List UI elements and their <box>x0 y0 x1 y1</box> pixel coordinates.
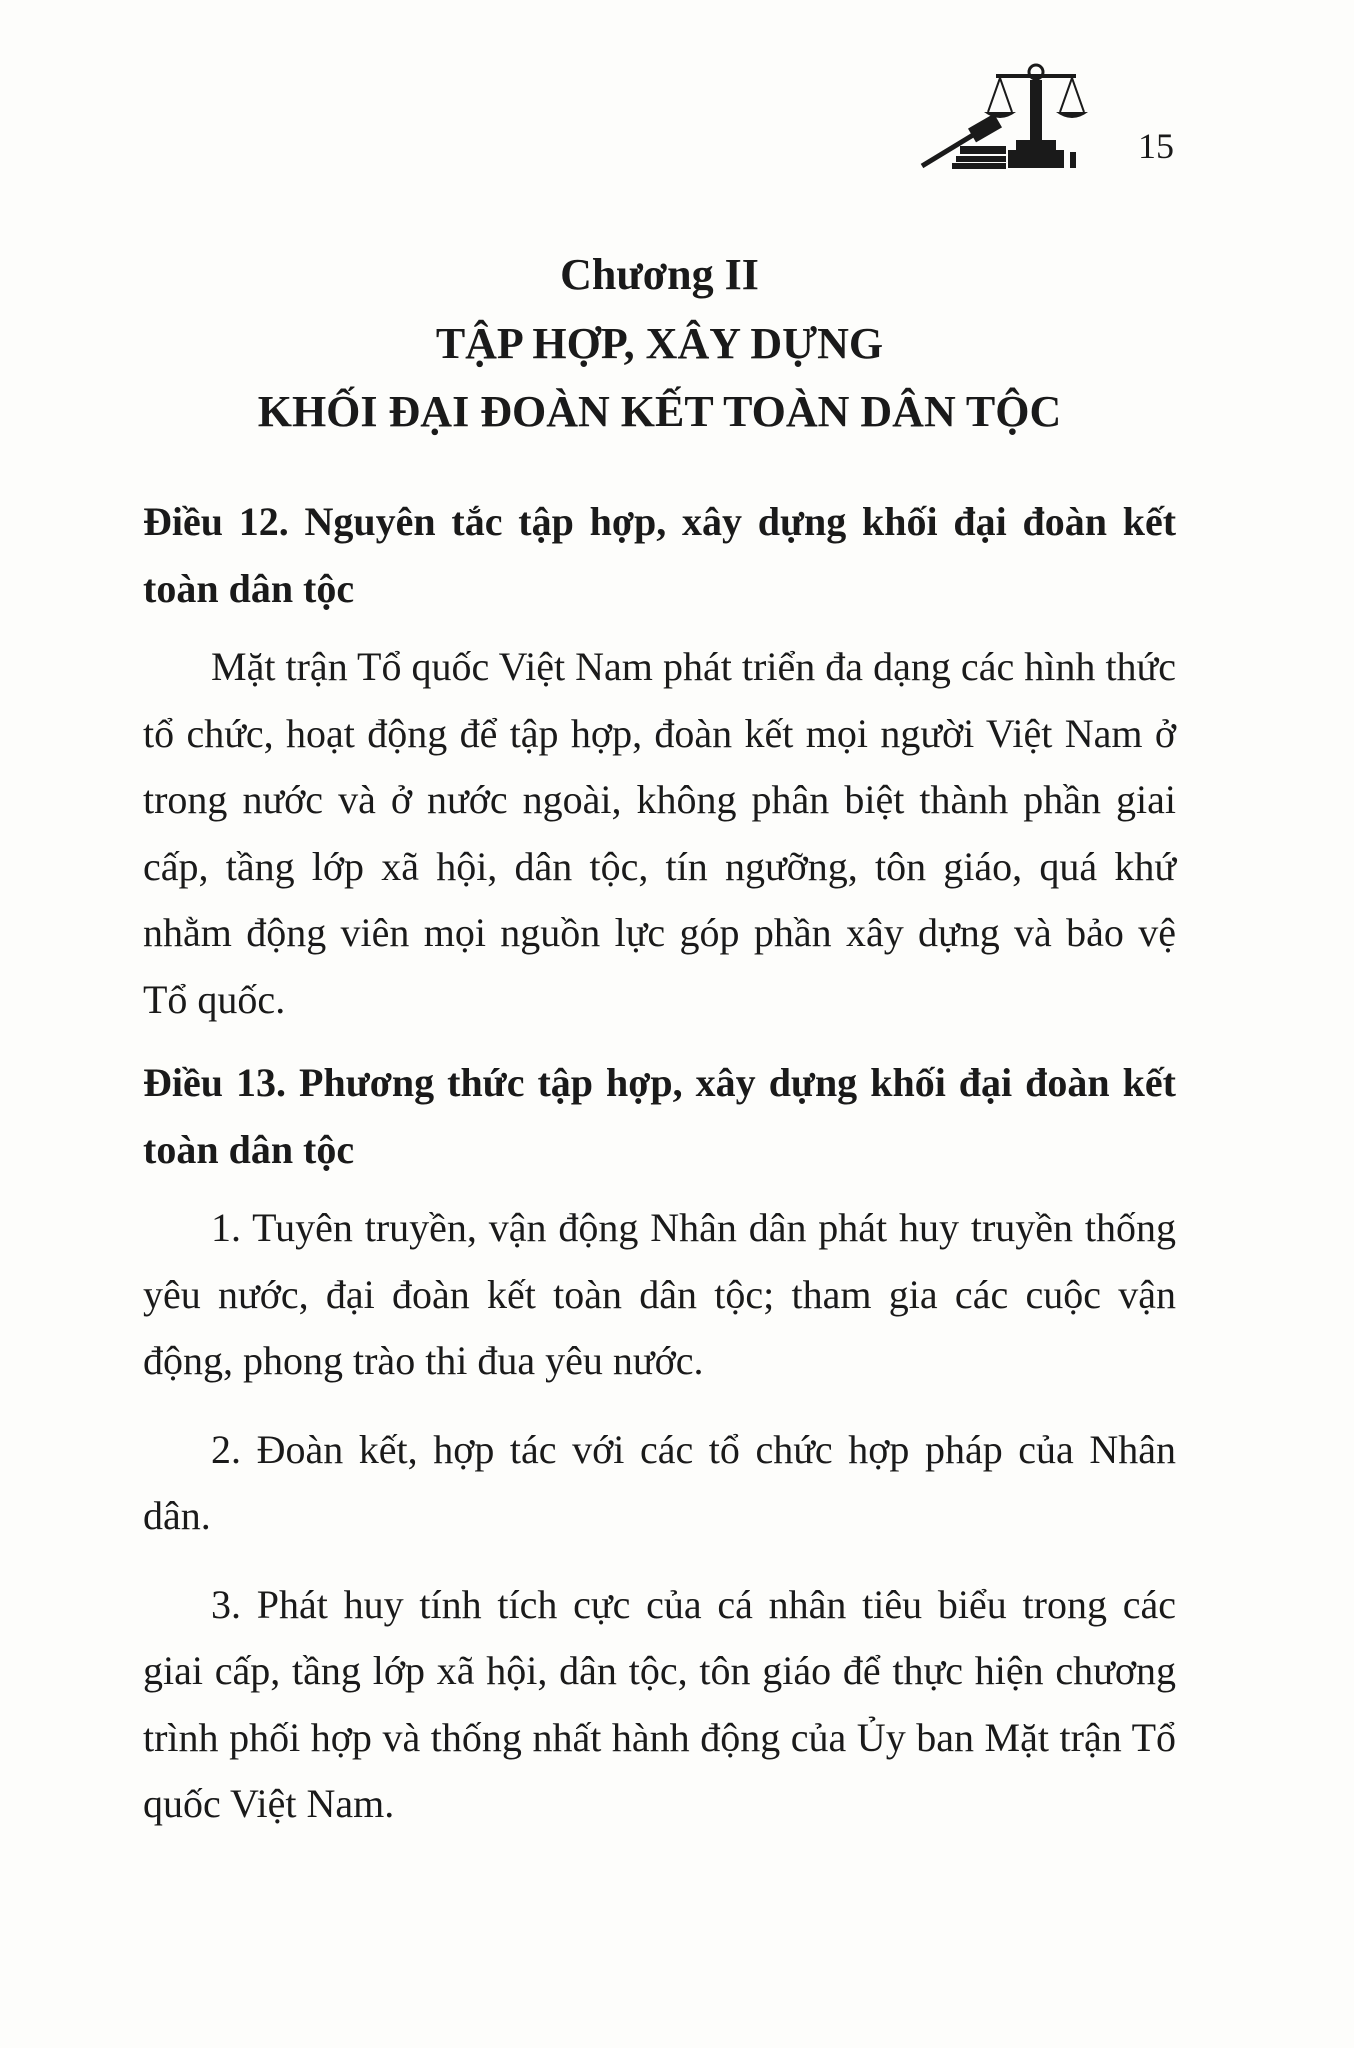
article-paragraph: 3. Phát huy tính tích cực của cá nhân tiêu biểu trong các giai cấp, tầng lớp xã hội, dân tộc, tôn giáo để thực hiện chương trình phối hợp và thống nhất hành động của Ủy ban Mặt trận Tổ quốc Việt Nam. <box>143 1581 1176 1826</box>
article-paragraph: 1. Tuyên truyền, vận động Nhân dân phát huy truyền thống yêu nước, đại đoàn kết toàn dân tộc; tham gia các cuộc vận động, phong trào thi đua yêu nước. <box>143 1205 1176 1383</box>
chapter-title-line-2: KHỐI ĐẠI ĐOÀN KẾT TOÀN DÂN TỘC <box>257 387 1062 436</box>
chapter-label: Chương II <box>560 250 759 299</box>
chapter-title-line-1: TẬP HỢP, XÂY DỰNG <box>435 319 884 368</box>
article-title: Phương thức tập hợp, xây dựng khối đại đoàn kết toàn dân tộc <box>143 1060 1177 1172</box>
scales-of-justice-and-gavel-icon <box>918 62 1098 172</box>
article-paragraph: 2. Đoàn kết, hợp tác với các tổ chức hợp pháp của Nhân dân. <box>143 1426 1176 1538</box>
page-content <box>143 240 1176 1838</box>
article-title: Nguyên tắc tập hợp, xây dựng khối đại đoàn kết toàn dân tộc <box>143 499 1177 611</box>
article-paragraph: Mặt trận Tổ quốc Việt Nam phát triển đa dạng các hình thức tổ chức, hoạt động để tập hợp, đoàn kết mọi người Việt Nam ở trong nước và ở nước ngoài, không phân biệt thành phần giai cấp, tầng lớp xã hội, dân tộc, tín ngưỡng, tôn giáo, quá khứ nhằm động viên mọi nguồn lực góp phần xây dựng và bảo vệ Tổ quốc. <box>143 644 1176 1022</box>
article-number: Điều 13. <box>143 1060 287 1105</box>
page-header <box>918 62 1174 172</box>
article-heading <box>143 488 1176 622</box>
article-number: Điều 12. <box>143 499 289 544</box>
page-number: 15 <box>1138 126 1174 166</box>
article-heading <box>143 1049 1176 1183</box>
